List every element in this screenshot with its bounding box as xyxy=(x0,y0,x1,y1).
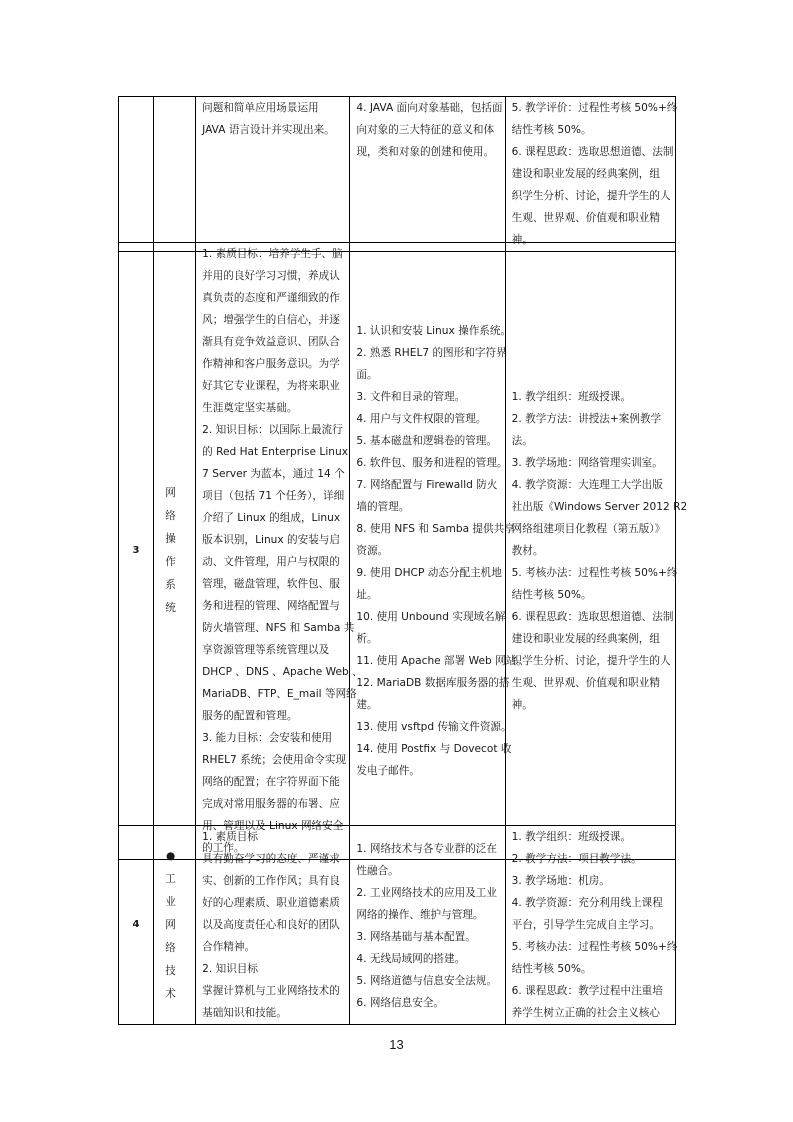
text-line: 11. 使用 Apache 部署 Web 网站。 xyxy=(356,655,527,667)
text-line: 面。 xyxy=(356,369,378,381)
text-line: 法。 xyxy=(511,435,533,447)
text-line: 结性考核 50%。 xyxy=(511,124,592,136)
text-line: 14. 使用 Postfix 与 Dovecot 收 xyxy=(356,743,512,755)
text-line: 6. 课程思政：选取思想道德、法制 xyxy=(511,611,674,623)
course-name-cell xyxy=(154,97,196,252)
text-line: 2. 知识目标 xyxy=(202,963,258,975)
row-number-cell xyxy=(119,97,154,252)
text-line: 9. 使用 DHCP 动态分配主机地 xyxy=(356,567,502,579)
text-line: 享资源管理等系统管理以及 xyxy=(202,644,330,656)
text-line: MariaDB、FTP、E_mail 等网络 xyxy=(202,688,357,700)
text-line: 5. 网络道德与信息安全法规。 xyxy=(356,975,497,987)
text-line: 的 Red Hat Enterprise Linux xyxy=(202,446,348,458)
text-line: 3. 网络基础与基本配置。 xyxy=(356,931,476,943)
text-line: 平台，引导学生完成自主学习。 xyxy=(511,919,660,931)
text-line: 8. 使用 NFS 和 Samba 提供共享 xyxy=(356,523,515,535)
text-line: 5. 考核办法：过程性考核 50%+终 xyxy=(511,567,678,579)
text-line: 管理，磁盘管理，软件包、服 xyxy=(202,578,340,590)
text-line: 5. 教学评价：过程性考核 50%+终 xyxy=(511,102,678,114)
content-cell xyxy=(350,243,527,860)
text-line: 生观、世界观、价值观和职业精 xyxy=(511,677,660,689)
text-line: 生观、世界观、价值观和职业精 xyxy=(511,212,660,224)
text-line: 好其它专业课程，为将来职业 xyxy=(202,380,340,392)
text-line: 真负责的态度和严谨细致的作 xyxy=(202,292,340,304)
text-line: 4. 无线局域网的搭建。 xyxy=(356,953,466,965)
content-cell xyxy=(350,97,505,252)
text-line: 掌握计算机与工业网络技术的 xyxy=(202,985,340,997)
text-line: RHEL7 系统；会使用命令实现 xyxy=(202,754,347,766)
text-line: 2. 教学方法：讲授法+案例教学 xyxy=(511,413,662,425)
page-number: 13 xyxy=(389,1037,404,1052)
text-line: 建设和职业发展的经典案例，组 xyxy=(511,168,660,180)
text-line: 结性考核 50%。 xyxy=(511,589,592,601)
text-line: 6. 课程思政：教学过程中注重培 xyxy=(511,985,663,997)
course-name-cell: ● 工业网络技术 xyxy=(154,826,196,1025)
text-line: 1. 教学组织：班级授课。 xyxy=(511,391,632,403)
text-line: 10. 使用 Unbound 实现域名解 xyxy=(356,611,506,623)
text-line: 基础知识和技能。 xyxy=(202,1007,287,1019)
text-line: 结性考核 50%。 xyxy=(511,963,592,975)
text-line: 以及高度责任心和良好的团队 xyxy=(202,919,340,931)
text-line: JAVA 语言设计并实现出来。 xyxy=(202,124,335,136)
text-line: 版本识别，Linux 的安装与启 xyxy=(202,534,340,546)
text-line: 4. 教学资源：大连理工大学出版 xyxy=(511,479,663,491)
text-line: 网络的操作、维护与管理。 xyxy=(356,909,484,921)
goals-cell xyxy=(196,243,363,860)
requirements-cell xyxy=(505,97,678,252)
text-line: 好的心理素质、职业道德素质 xyxy=(202,897,340,909)
text-line: 性融合。 xyxy=(356,865,399,877)
table-row xyxy=(119,97,676,252)
text-line: 7. 网络配置与 Firewalld 防火 xyxy=(356,479,498,491)
course-table-3 xyxy=(118,242,688,860)
text-line: 3. 教学场地：网络管理实训室。 xyxy=(511,457,663,469)
text-line: 神。 xyxy=(511,699,533,711)
text-line: 教材。 xyxy=(511,545,544,557)
table-row xyxy=(119,243,676,860)
text-line: 1. 认识和安装 Linux 操作系统。 xyxy=(356,325,512,337)
text-line: 5. 考核办法：过程性考核 50%+终 xyxy=(511,941,678,953)
text-line: 1. 素质目标 xyxy=(202,831,258,843)
row-number-cell: 4 xyxy=(119,826,154,1025)
text-line: 神。 xyxy=(511,234,533,246)
text-line: 发电子邮件。 xyxy=(356,765,420,777)
course-table-4 xyxy=(118,825,676,1025)
text-line: 1. 网络技术与各专业群的泛在 xyxy=(356,843,497,855)
text-line: 风；增强学生的自信心，并逐 xyxy=(202,314,340,326)
text-line: 向对象的三大特征的意义和体 xyxy=(356,124,495,136)
requirements-cell xyxy=(505,243,688,860)
row-number-cell: 3 xyxy=(119,243,154,860)
course-name-cell: 网络操作系统 xyxy=(154,243,196,860)
text-line: 作精神和客户服务意识。为学 xyxy=(202,358,340,370)
text-line: 1. 教学组织：班级授课。 xyxy=(511,831,632,843)
goals-cell xyxy=(196,826,350,1025)
text-line: 具有勤奋学习的态度、严谨求 xyxy=(202,853,340,865)
text-line: 3. 教学场地：机房。 xyxy=(511,875,610,887)
text-line: 防火墙管理、NFS 和 Samba 共 xyxy=(202,622,355,634)
text-line: 墙的管理。 xyxy=(356,501,410,513)
text-line: 1. 素质目标：培养学生手、脑 xyxy=(202,248,343,260)
text-line: 动、文件管理，用户与权限的 xyxy=(202,556,340,568)
text-line: 建设和职业发展的经典案例，组 xyxy=(511,633,660,645)
text-line: 址。 xyxy=(356,589,378,601)
text-line: 织学生分析、讨论，提升学生的人 xyxy=(511,190,671,202)
text-line: 资源。 xyxy=(356,545,389,557)
text-line: 务和进程的管理、网络配置与 xyxy=(202,600,340,612)
text-line: 用、管理以及 Linux 网络安全 xyxy=(202,820,344,832)
text-line: 2. 熟悉 RHEL7 的图形和字符界 xyxy=(356,347,507,359)
text-line: 网络的配置；在字符界面下能 xyxy=(202,776,340,788)
text-line: 7 Server 为蓝本，通过 14 个 xyxy=(202,468,345,480)
text-line: 析。 xyxy=(356,633,378,645)
text-line: 渐具有竞争效益意识、团队合 xyxy=(202,336,340,348)
text-line: 现，类和对象的创建和使用。 xyxy=(356,146,495,158)
text-line: 2. 教学方法：项目教学法。 xyxy=(511,853,642,865)
text-line: 的工作。 xyxy=(202,842,245,854)
text-line: 问题和简单应用场景运用 xyxy=(202,102,319,114)
text-line: 4. 教学资源：充分利用线上课程 xyxy=(511,897,663,909)
text-line: 养学生树立正确的社会主义核心 xyxy=(511,1007,660,1019)
text-line: 织学生分析、讨论，提升学生的人 xyxy=(511,655,671,667)
course-table-continuation xyxy=(118,96,676,252)
text-line: 合作精神。 xyxy=(202,941,256,953)
text-line: 生涯奠定坚实基础。 xyxy=(202,402,298,414)
goals-cell xyxy=(196,97,350,252)
text-line: 社出版《Windows Server 2012 R2 xyxy=(511,501,688,513)
text-line: 6. 软件包、服务和进程的管理。 xyxy=(356,457,508,469)
text-line: DHCP 、DNS 、Apache Web 、 xyxy=(202,666,363,678)
text-line: 项目（包括 71 个任务），详细 xyxy=(202,490,345,502)
text-line: 13. 使用 vsftpd 传输文件资源。 xyxy=(356,721,512,733)
content-cell xyxy=(350,826,505,1025)
text-line: 5. 基本磁盘和逻辑卷的管理。 xyxy=(356,435,497,447)
text-line: 建。 xyxy=(356,699,378,711)
text-line: 3. 文件和目录的管理。 xyxy=(356,391,466,403)
text-line: 2. 工业网络技术的应用及工业 xyxy=(356,887,497,899)
text-line: 4. 用户与文件权限的管理。 xyxy=(356,413,487,425)
text-line: 6. 课程思政：选取思想道德、法制 xyxy=(511,146,674,158)
text-line: 3. 能力目标：会安装和使用 xyxy=(202,732,333,744)
text-line: 4. JAVA 面向对象基础，包括面 xyxy=(356,102,503,114)
text-line: 服务的配置和管理。 xyxy=(202,710,298,722)
text-line: 6. 网络信息安全。 xyxy=(356,997,445,1009)
text-line: 网络组建项目化教程（第五版）》 xyxy=(511,523,666,535)
text-line: 2. 知识目标：以国际上最流行 xyxy=(202,424,343,436)
text-line: 完成对常用服务器的布署、应 xyxy=(202,798,340,810)
text-line: 并用的良好学习习惯，养成认 xyxy=(202,270,340,282)
requirements-cell xyxy=(505,826,678,1025)
text-line: 12. MariaDB 数据库服务器的搭 xyxy=(356,677,510,689)
text-line: 实、创新的工作作风；具有良 xyxy=(202,875,340,887)
table-row xyxy=(119,826,676,1025)
text-line: 介绍了 Linux 的组成，Linux xyxy=(202,512,341,524)
